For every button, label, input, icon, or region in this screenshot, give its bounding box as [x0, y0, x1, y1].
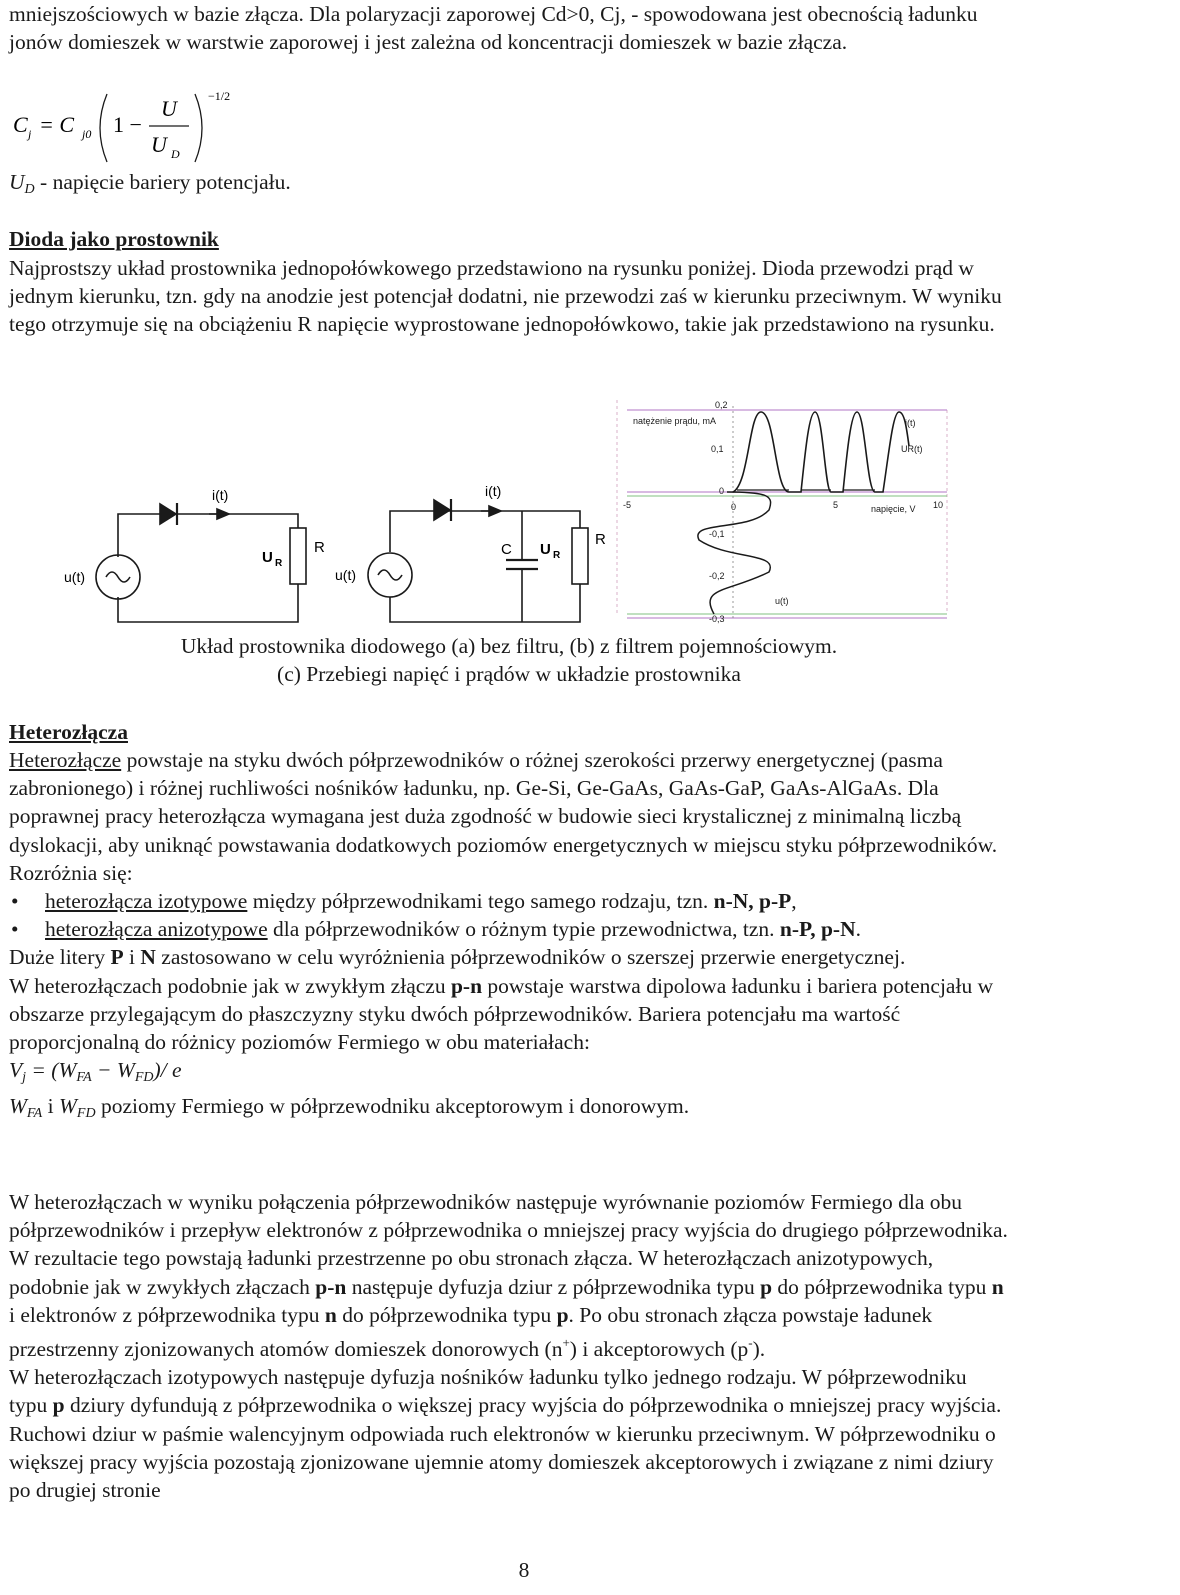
paragraph-heterojunction-rest: powstaje na styku dwóch półprzewodników o różnej szerokości przerwy energetycznej (pasma zabronionego) i różnej ruchliwości nośników ładunku, np. Ge-Si, Ge-GaAs, GaAs-GaP, GaAs-AlGaAs. Dla poprawnej pracy heterozłącza wymagana jest duża zgodność w budowie sieci krystalicznej z minimalną liczbą dyslokacji, aby uniknąć powstawania dodatkowych poziomów energetycznych w miejscu styku półprzewodników. Rozróżnia się: [9, 748, 998, 885]
series-it [733, 412, 909, 492]
wdef-text: poziomy Fermiego w półprzewodniku akceptorowym i donorowym. [95, 1094, 690, 1119]
paragraph-capital-letters [9, 943, 1009, 971]
x-tick-5: 5 [833, 500, 839, 510]
paragraph-rectifier: Najprostszy układ prostownika jednopołówkowego przedstawiono na rysunku poniżej. Dioda przewodzi prąd w jednym kierunku, tzn. gdy na anodzie jest potencjał dodatni, nie przewodzi zaś w kierunku przeciwnym. W wyniku tego otrzymuje się na obciążeniu R napięcie wyprostowane jednopołówkowo, takie jak przedstawiono na rysunku. [9, 256, 1002, 337]
term-anisotype: heterozłącza anizotypowe [45, 917, 268, 942]
caption-line-1: Układ prostownika diodowego (a) bez filtru, (b) z filtrem pojemnościowym. [180, 634, 838, 658]
p4-t2: i [123, 945, 141, 970]
p4-t3: zastosowano w celu wyróżnienia półprzewodników o szerszej przerwie energetycznej. [155, 945, 906, 970]
p6-t8: ). [752, 1337, 766, 1362]
circuit-a-diode-icon [160, 504, 176, 524]
p6-t2: następuje dyfuzja dziur z półprzewodnika typu [346, 1274, 761, 1299]
equation-barrier [9, 1056, 1009, 1092]
paragraph-intro: mniejszościowych w bazie złącza. Dla polaryzacji zaporowej Cd>0, Cj, - spowodowana jest obecnością ładunku jonów domieszek w warstwie zaporowej i jest zależna od koncentracji domieszek w bazie złącza. [9, 2, 978, 55]
eq-paren-left [100, 94, 107, 162]
paragraph-dipole-layer [9, 972, 1009, 1057]
y-tick-0-2: 0,2 [715, 400, 728, 410]
wdef-and: i [42, 1094, 59, 1119]
p5-b1: p-n [450, 973, 483, 998]
p6-b4: n [324, 1302, 337, 1327]
eq-num: U [161, 96, 177, 121]
p6-t6: . Po obu stronach złącza powstaje ładunek przestrzenny zjonizowanych atomów domieszek donorowych (n [9, 1302, 933, 1362]
circuit-a-sine-icon [106, 572, 130, 582]
wdef-w2-sub: FD [76, 1106, 96, 1122]
circuit-b-resistor [572, 528, 588, 584]
section-heterojunction-physics [9, 1188, 1009, 1504]
anisotype-pn: p-N [820, 917, 856, 942]
p4-b2: N [140, 945, 156, 970]
label-ut: u(t) [775, 596, 789, 606]
circuit-b-ur-label: U [540, 541, 551, 558]
page-number: 8 [518, 1558, 530, 1582]
ud-sub: D [24, 182, 35, 197]
ud-definition [9, 168, 291, 204]
circuit-b-ur-sub: R [553, 550, 561, 561]
waveform-chart [617, 400, 947, 624]
p4-b1: P [110, 945, 124, 970]
eq-rhs-sub: j0 [82, 127, 92, 141]
x-tick-neg-5: -5 [623, 500, 632, 510]
circuit-a-current-label: i(t) [212, 487, 229, 503]
eq2-w1-sub: FA [76, 1070, 92, 1086]
isotype-sep: , [748, 889, 760, 914]
eq2-mid: = (W [26, 1058, 77, 1083]
circuit-b-current-arrow-icon [489, 506, 501, 516]
y-axis-title: natężenie prądu, mA [633, 416, 717, 426]
p6-t3: do półprzewodnika typu [772, 1274, 992, 1299]
figure-svg [9, 392, 1009, 632]
equation-graphic [11, 86, 251, 166]
circuit-b-c-label: C [501, 541, 512, 558]
p7-t2: dziury dyfundują z półprzewodnika o większej pracy wyjścia do półprzewodnika o mniejszej pracy wyjścia. Ruchowi dziur w paśmie walencyjnym odpowiada ruch elektronów w kierunku przeciwnym. W półprzewodniku o większej pracy wyjścia pozostają zjonizowane ujemnie atomy domieszek akceptorowych i związane z nimi dziury po drugiej stronie [9, 1393, 1002, 1503]
figure-caption [9, 632, 1009, 688]
p6-b3: n [991, 1274, 1004, 1299]
figure-rectifier [9, 392, 1009, 632]
circuit-b-source-label: u(t) [335, 567, 356, 583]
p6-t1: W heterozłączach w wyniku połączenia półprzewodników następuje wyrównanie poziomów Fermiego dla obu półprzewodników i przepływ elektronów z półprzewodnika o mniejszej pracy wyjścia do drugiego półprzewodnika. W rezultacie tego powstają ładunki przestrzenne po obu stronach złącza. W heterozłączach anizotypowych, podobnie jak w zwykłych złączach [9, 1190, 1008, 1299]
p5-t2: powstaje warstwa dipolowa ładunku i bariera potencjału w obszarze przylegającym do płaszczyzny styku dwóch półprzewodników. Bariera potencjału ma wartość proporcjonalną do różnicy poziomów Fermiego w obu materiałach: [9, 973, 994, 1055]
ud-symbol: U [9, 170, 25, 194]
anisotype-sep: , [810, 917, 821, 942]
p7-t1: W heterozłączach izotypowych następuje dyfuzja nośników ładunku tylko jednego rodzaju. W półprzewodniku typu [9, 1365, 967, 1418]
x-tick-0: 0 [731, 502, 737, 512]
list-item-anisotype [9, 915, 1009, 943]
section-heterojunctions [9, 746, 1009, 1129]
equation-junction-capacitance [11, 86, 251, 166]
list-item-isotype [9, 887, 1009, 915]
wdef-w1-sub: FA [26, 1106, 43, 1122]
circuit-a-r-label: R [314, 539, 325, 556]
circuit-b-bottom-wire [390, 584, 580, 622]
paragraph-heterojunction-def [9, 746, 1009, 887]
eq-lhs-sub: j [28, 127, 32, 141]
fermi-definition [9, 1092, 1009, 1128]
anisotype-text: dla półprzewodników o różnym typie przewodnictwa, tzn. [267, 917, 780, 942]
circuit-a-resistor [290, 528, 306, 584]
label-ur: UR(t) [901, 444, 923, 454]
eq-paren-right [195, 94, 202, 162]
anisotype-np: n-P [779, 917, 811, 942]
p4-t1: Duże litery [9, 945, 111, 970]
anisotype-end: . [855, 917, 861, 942]
circuit-b-diode-icon [434, 500, 450, 520]
isotype-nn: n-N [713, 889, 749, 914]
y-tick-0-1: 0,1 [711, 444, 724, 454]
wdef-w: W [9, 1094, 27, 1119]
eq-exponent: −1/2 [208, 89, 231, 103]
wdef-w2: W [58, 1094, 77, 1119]
paragraph-isotype-diffusion [9, 1363, 1009, 1504]
eq2-minus: − W [91, 1058, 135, 1083]
y-tick-neg-0-1: -0,1 [709, 529, 725, 539]
heading-heterojunctions: Heterozłącza [9, 720, 128, 744]
p6-sup1: + [562, 1335, 570, 1351]
heading-diode-rectifier: Dioda jako prostownik [9, 227, 219, 251]
y-tick-neg-0-2: -0,2 [709, 571, 725, 581]
x-axis-title: napięcie, V [871, 504, 916, 514]
paragraph-fermi-levels [9, 1188, 1009, 1363]
x-tick-10: 10 [933, 500, 944, 510]
eq-rhs-c: = C [39, 112, 75, 137]
p6-t5: do półprzewodnika typu [336, 1302, 557, 1327]
circuit-b-r-label: R [595, 531, 606, 548]
circuit-a-ur-sub: R [275, 558, 283, 569]
eq-den-sub: D [171, 147, 180, 161]
eq-lhs: C [13, 112, 28, 137]
eq-den: U [151, 132, 167, 157]
p6-b1: p-n [315, 1274, 347, 1299]
heterojunction-types-list [9, 887, 1009, 943]
p6-t7: ) i akceptorowych (p [569, 1337, 749, 1362]
circuit-b-sine-icon [378, 570, 402, 580]
p6-b2: p [760, 1274, 773, 1299]
circuit-a-ur-label: U [262, 549, 273, 566]
p6-sup2: - [748, 1335, 753, 1351]
isotype-end: , [791, 889, 797, 914]
chart-labels [623, 400, 943, 624]
circuit-a-source-label: u(t) [64, 569, 85, 585]
label-it: i(t) [905, 418, 916, 428]
term-heterojunction: Heterozłącze [9, 748, 122, 772]
p5-t1: W heterozłączach podobnie jak w zwykłym złączu [9, 973, 451, 998]
circuit-a-bottom-wire [118, 584, 298, 622]
eq2-v: V [9, 1058, 23, 1083]
p7-b1: p [52, 1393, 65, 1418]
isotype-pp: p-P [759, 889, 792, 914]
circuit-b-top-wire [390, 511, 580, 552]
eq-one: 1 − [113, 112, 142, 137]
isotype-text: między półprzewodnikami tego samego rodzaju, tzn. [247, 889, 714, 914]
eq2-v-sub: j [22, 1070, 27, 1086]
p6-b5: p [556, 1302, 569, 1327]
eq2-w2-sub: FD [134, 1070, 154, 1086]
caption-line-2: (c) Przebiegi napięć i prądów w układzie prostownika [277, 662, 741, 687]
ud-text: - napięcie bariery potencjału. [34, 170, 291, 194]
p6-t4: i elektronów z półprzewodnika typu [9, 1302, 325, 1327]
circuit-b-current-label: i(t) [485, 483, 502, 499]
eq2-end: )/ e [153, 1058, 182, 1083]
y-tick-0: 0 [719, 486, 725, 496]
term-isotype: heterozłącza izotypowe [45, 889, 248, 914]
y-tick-neg-0-3: -0,3 [709, 614, 725, 624]
circuit-a-current-arrow-icon [217, 509, 229, 519]
